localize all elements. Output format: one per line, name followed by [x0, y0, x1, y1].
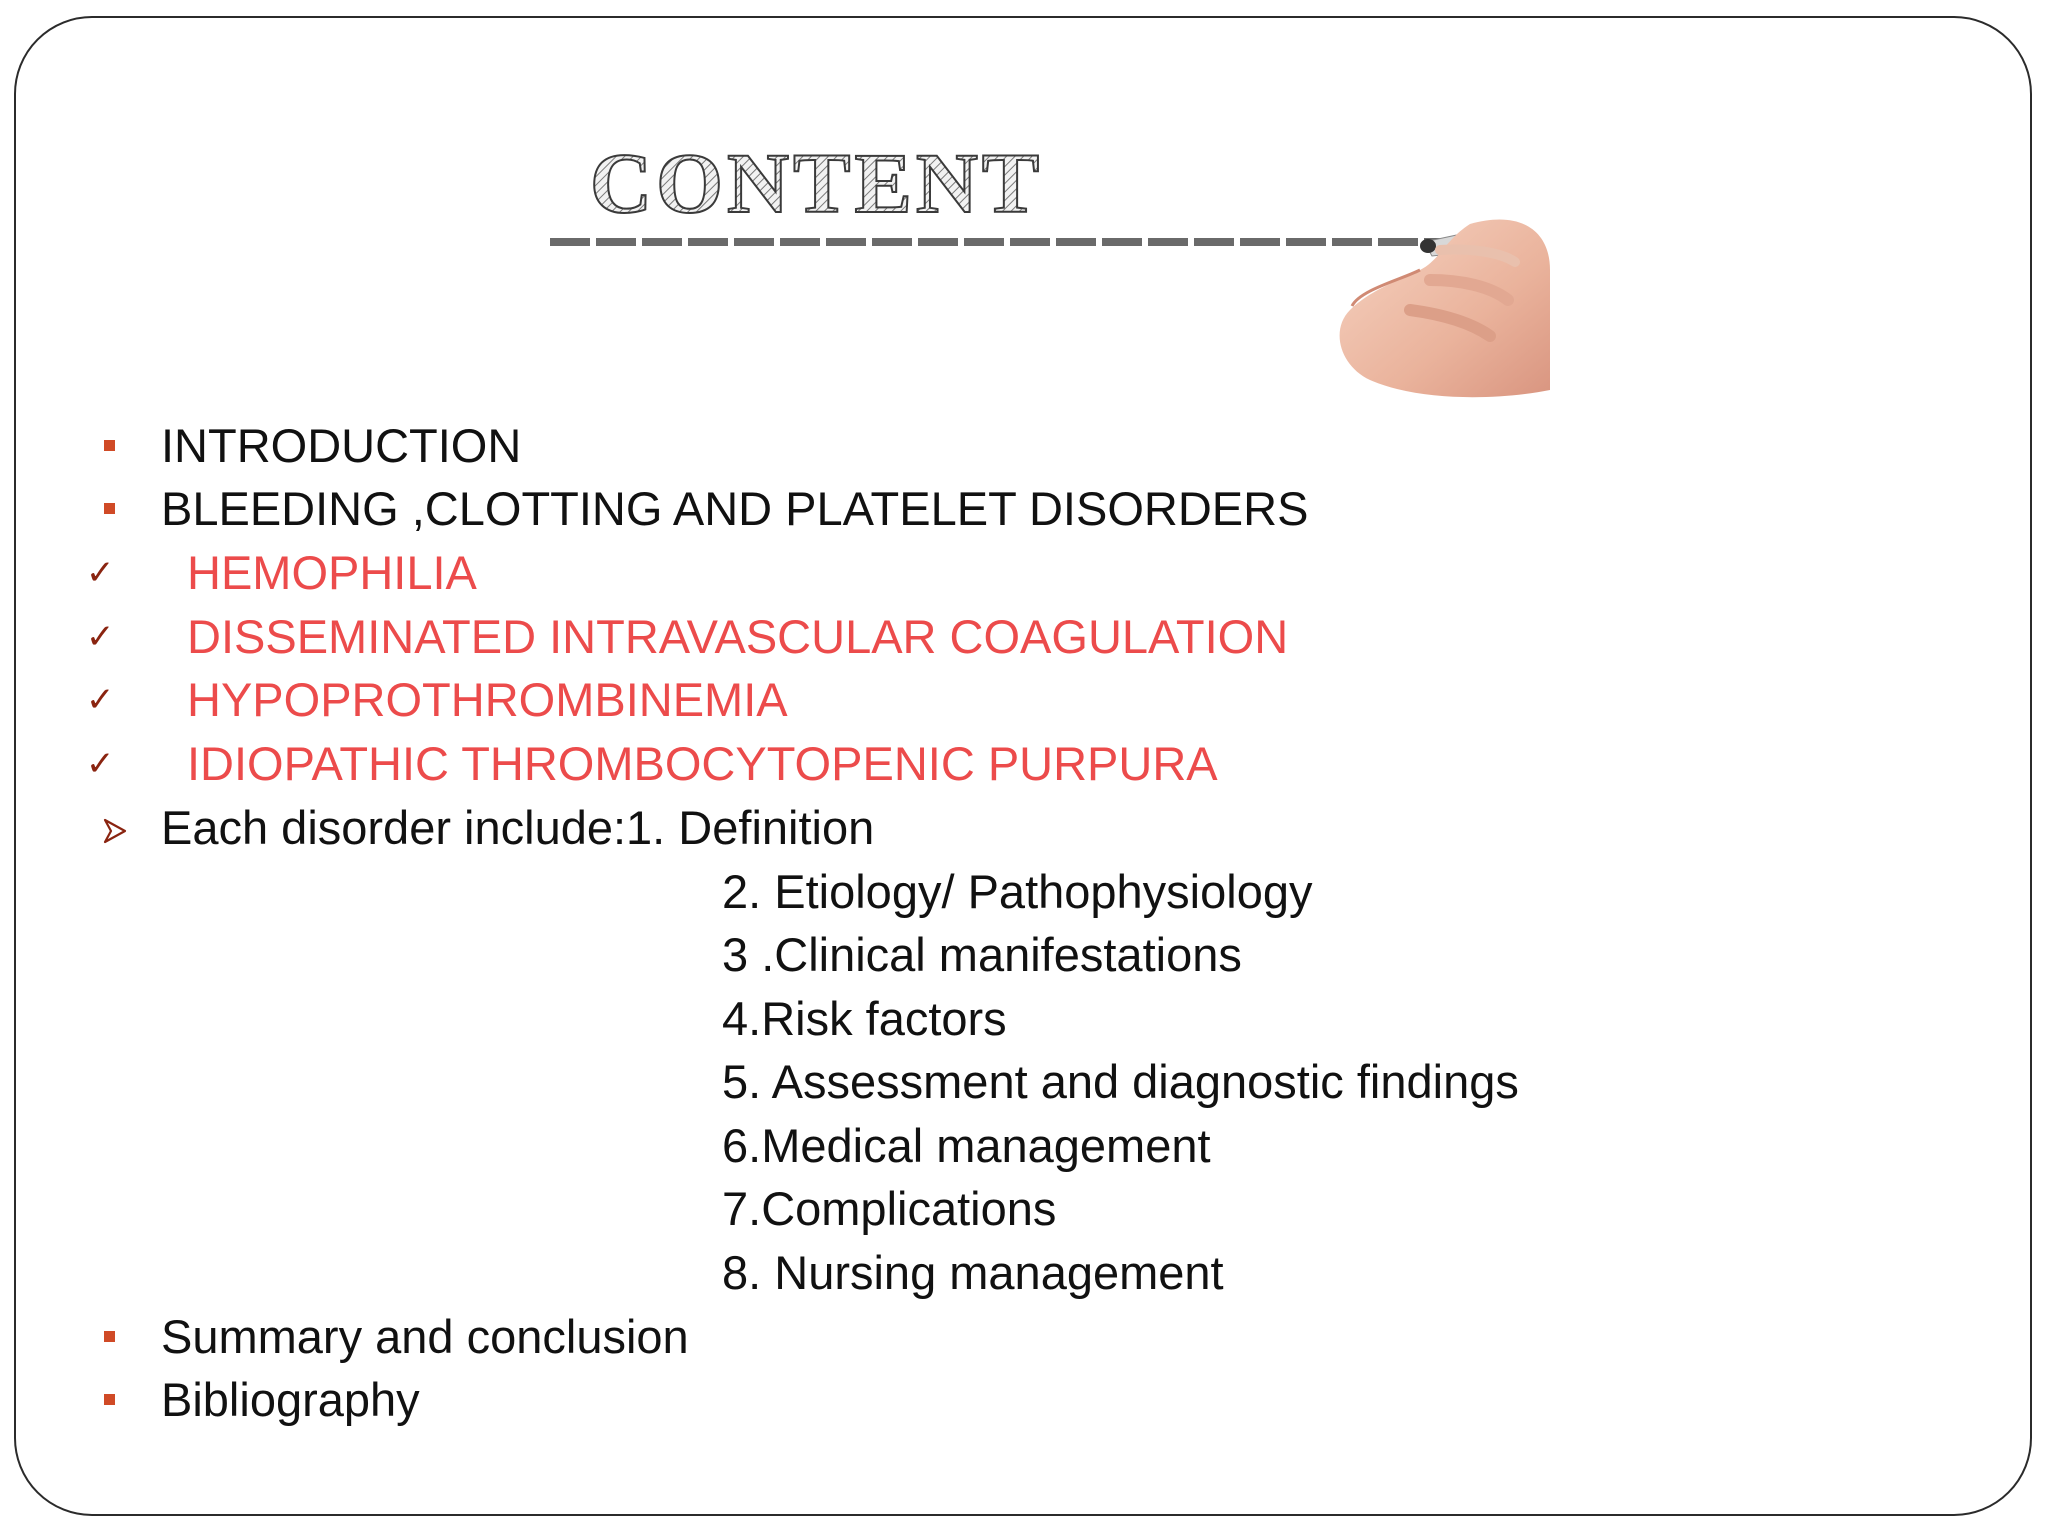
- sub-item-assessment: 5. Assessment and diagnostic findings: [722, 1055, 1519, 1108]
- outline-item-disorders: BLEEDING ,CLOTTING AND PLATELET DISORDERS: [161, 482, 1309, 535]
- square-bullet-icon: [104, 1331, 115, 1342]
- checkmark-icon: ✓: [86, 680, 115, 720]
- square-bullet-icon: [104, 1394, 115, 1405]
- each-disorder-lead: Each disorder include:1. Definition: [161, 801, 875, 854]
- checkmark-icon: ✓: [86, 617, 115, 657]
- outline-item-summary: Summary and conclusion: [161, 1310, 689, 1363]
- sub-item-complications: 7.Complications: [722, 1182, 1057, 1235]
- sub-item-medical: 6.Medical management: [722, 1119, 1211, 1172]
- square-bullet-icon: [104, 440, 115, 451]
- disorder-itp: IDIOPATHIC THROMBOCYTOPENIC PURPURA: [187, 737, 1218, 790]
- svg-text:CONTENT: CONTENT: [590, 135, 1044, 231]
- sub-item-clinical: 3 .Clinical manifestations: [722, 928, 1242, 981]
- disorder-hemophilia: HEMOPHILIA: [187, 546, 477, 599]
- sub-item-nursing: 8. Nursing management: [722, 1246, 1224, 1299]
- outline-item-introduction: INTRODUCTION: [161, 419, 522, 472]
- checkmark-icon: ✓: [86, 553, 115, 593]
- outline-item-bibliography: Bibliography: [161, 1373, 420, 1426]
- square-bullet-icon: [104, 503, 115, 514]
- sub-item-etiology: 2. Etiology/ Pathophysiology: [722, 865, 1313, 918]
- disorder-hypoprothrombinemia: HYPOPROTHROMBINEMIA: [187, 673, 788, 726]
- sub-item-risk: 4.Risk factors: [722, 992, 1007, 1045]
- arrow-bullet-icon: [103, 818, 127, 844]
- checkmark-icon: ✓: [86, 744, 115, 784]
- content-hero-image: [540, 130, 1550, 410]
- disorder-dic: DISSEMINATED INTRAVASCULAR COAGULATION: [187, 610, 1289, 663]
